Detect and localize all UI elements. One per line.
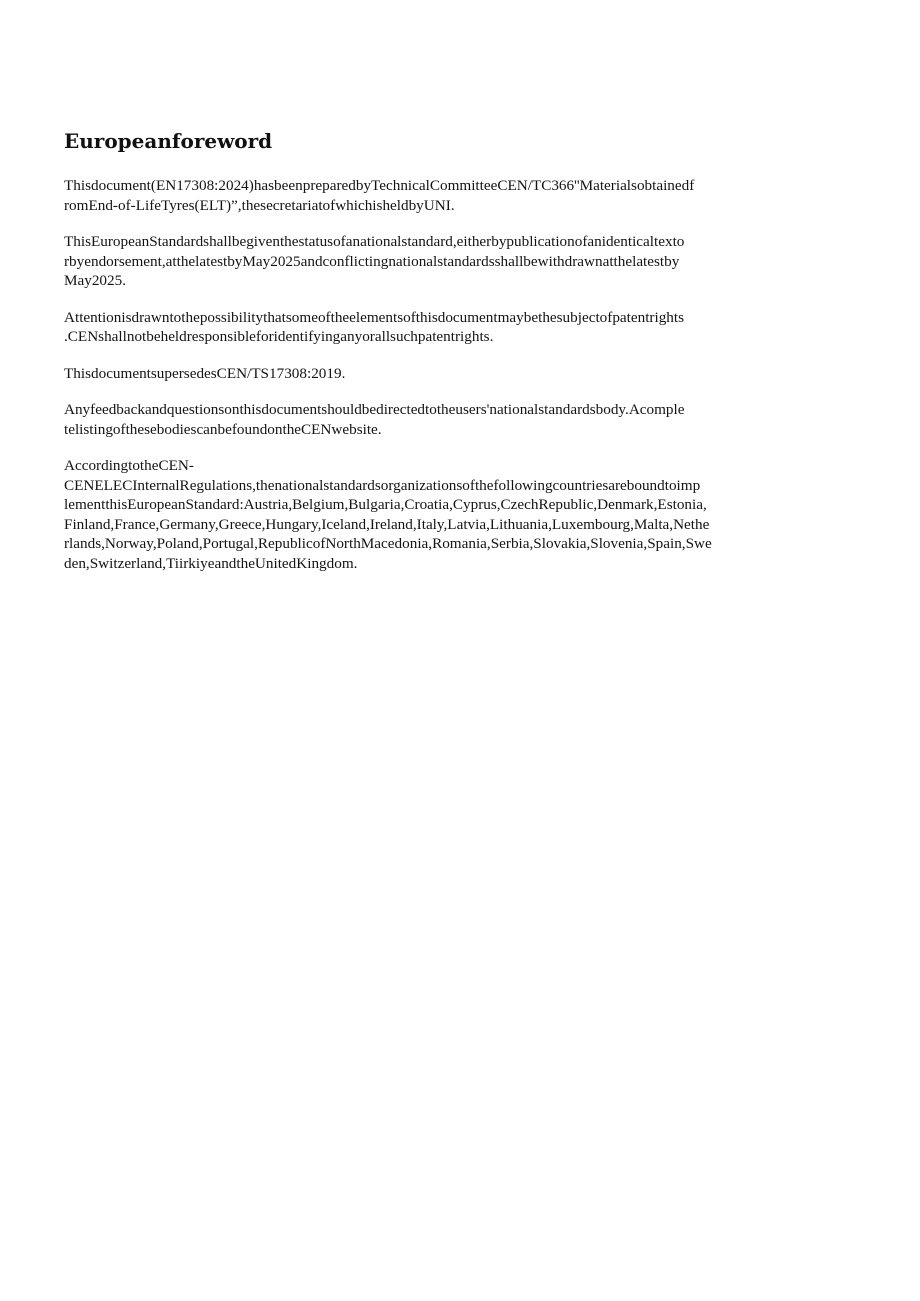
paragraph-national-status: ThisEuropeanStandardshallbegiventhestatusofanationalstandard,eitherbypublicationofanidenticaltexto rbyendorsement,atthelatestbyMay2025andconflictingnationalstandardsshallbewithdrawnatthelatestby May2025. [64, 233, 685, 289]
paragraph-patent-rights: Attentionisdrawntothepossibilitythatsomeoftheelementsofthisdocumentmaybethesubjectofpatentrights .CENshallnotbeheldresponsibleforidentifyinganyorallsuchpatentrights. [64, 308, 685, 345]
document-page [64, 124, 828, 590]
paragraph-countries: AccordingtotheCEN- CENELECInternalRegulations,thenationalstandardsorganizationsofthefollowingcountriesareboundtoimp lementthisEuropeanStandard:Austria,Belgium,Bulgaria,Croatia,Cyprus,CzechRepublic,Denmark,Estonia, Finland,France,Germany,Greece,Hungary,Iceland,Ireland,Italy,Latvia,Lithuania,Luxembourg,Malta,Nethe rlands,Norway,Poland,Portugal,RepublicofNorthMacedonia,Romania,Serbia,Slovakia,Slovenia,Spain,Swe den,Switzerland,TiirkiyeandtheUnitedKingdom. [64, 457, 712, 572]
paragraph-feedback: Anyfeedbackandquestionsonthisdocumentshouldbedirectedtotheusers'nationalstandardsbody.Acomple telistingofthesebodiescanbefoundontheCENwebsite. [64, 401, 685, 438]
paragraph-supersedes: ThisdocumentsupersedesCEN/TS17308:2019. [64, 364, 346, 382]
section-heading: Europeanforeword [64, 129, 273, 153]
paragraph-prepared-by: Thisdocument(EN17308:2024)hasbeenpreparedbyTechnicalCommitteeCEN/TC366''Materialsobtainedf romEnd-of-LifeTyres(ELT)”,thesecretariatofwhichisheldbyUNI. [64, 177, 695, 214]
